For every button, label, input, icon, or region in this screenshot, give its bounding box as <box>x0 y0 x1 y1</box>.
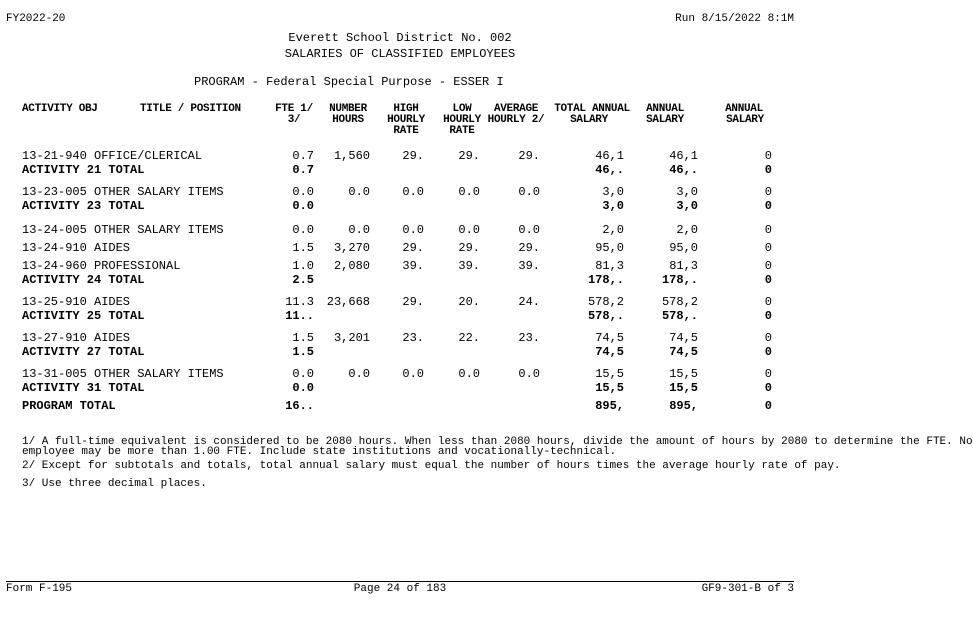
cell-low: 29. <box>458 241 480 255</box>
cell-total: 895, <box>595 399 624 413</box>
fiscal-year: FY2022-20 <box>6 13 66 25</box>
cell-avg: 23. <box>518 331 540 345</box>
cell-annual2: 0 <box>764 331 772 345</box>
run-stamp: Run 8/15/2022 8:1M <box>675 13 794 25</box>
cell-annual: 895, <box>669 399 698 413</box>
cell-annual2: 0 <box>764 399 772 413</box>
cell-low: 22. <box>458 331 480 345</box>
cell-fte: 11.3 <box>285 295 314 309</box>
cell-activity: ACTIVITY 25 TOTAL <box>22 309 145 323</box>
footnote-1-line-2: employee may be more than 1.00 FTE. Include state institutions and vocationally-technical. <box>22 446 617 458</box>
cell-total: 46,. <box>595 163 624 177</box>
cell-fte: 2.5 <box>292 273 314 287</box>
cell-total: 3,0 <box>602 185 624 199</box>
page-number: Page 24 of 183 <box>353 583 447 595</box>
cell-title: PROFESSIONAL <box>94 259 181 273</box>
col-high-1: HIGH <box>393 103 419 115</box>
cell-fte: 1.0 <box>292 259 314 273</box>
cell-avg: 29. <box>518 149 540 163</box>
cell-activity: 13-24-005 <box>22 223 87 237</box>
cell-activity: PROGRAM TOTAL <box>22 399 116 413</box>
cell-activity: ACTIVITY 27 TOTAL <box>22 345 145 359</box>
cell-fte: 0.0 <box>292 367 314 381</box>
program-name: PROGRAM - Federal Special Purpose - ESSER I <box>194 75 504 89</box>
footnote-3: 3/ Use three decimal places. <box>22 478 207 490</box>
cell-high: 29. <box>402 149 424 163</box>
form-number: Form F-195 <box>6 583 73 595</box>
cell-annual2: 0 <box>764 309 772 323</box>
cell-avg: 24. <box>518 295 540 309</box>
cell-total: 3,0 <box>602 199 624 213</box>
report-code: GF9-301-B of 3 <box>701 583 794 595</box>
col-total-2: SALARY <box>570 114 608 126</box>
footer-divider <box>6 581 794 582</box>
cell-title: OFFICE/CLERICAL <box>94 149 203 163</box>
cell-title: OTHER SALARY ITEMS <box>94 185 224 199</box>
cell-hours: 0.0 <box>348 185 370 199</box>
cell-fte: 1.5 <box>292 345 314 359</box>
cell-annual: 95,0 <box>669 241 698 255</box>
cell-fte: 0.7 <box>292 163 314 177</box>
cell-title: AIDES <box>94 331 131 345</box>
col-annual-2: SALARY <box>646 114 684 126</box>
cell-high: 29. <box>402 241 424 255</box>
cell-total: 2,0 <box>602 223 624 237</box>
cell-annual: 74,5 <box>669 345 698 359</box>
footnote-1-line-1: 1/ A full-time equivalent is considered to be 2080 hours. When less than 2080 hours, divide the amount of hours by 2080 to determine the FTE. No <box>22 436 973 448</box>
col-activity: ACTIVITY OBJ <box>22 103 98 115</box>
cell-annual: 15,5 <box>669 367 698 381</box>
cell-annual2: 0 <box>764 367 772 381</box>
cell-activity: 13-23-005 <box>22 185 87 199</box>
cell-hours: 23,668 <box>326 295 370 309</box>
cell-total: 74,5 <box>595 331 624 345</box>
cell-total: 178,. <box>587 273 624 287</box>
cell-high: 0.0 <box>402 223 424 237</box>
cell-annual: 3,0 <box>676 199 698 213</box>
cell-activity: 13-27-910 <box>22 331 87 345</box>
cell-activity: 13-21-940 <box>22 149 87 163</box>
col-annual2-1: ANNUAL <box>725 103 763 115</box>
cell-title: OTHER SALARY ITEMS <box>94 367 224 381</box>
cell-activity: 13-24-910 <box>22 241 87 255</box>
cell-high: 39. <box>402 259 424 273</box>
cell-fte: 0.0 <box>292 381 314 395</box>
cell-total: 15,5 <box>595 381 624 395</box>
cell-total: 15,5 <box>595 367 624 381</box>
cell-annual: 46,1 <box>669 149 698 163</box>
col-annual2-2: SALARY <box>726 114 764 126</box>
cell-hours: 3,270 <box>333 241 370 255</box>
cell-avg: 29. <box>518 241 540 255</box>
cell-activity: ACTIVITY 24 TOTAL <box>22 273 145 287</box>
cell-annual: 578,2 <box>661 295 698 309</box>
cell-avg: 0.0 <box>518 367 540 381</box>
cell-fte: 0.0 <box>292 185 314 199</box>
cell-fte: 0.0 <box>292 223 314 237</box>
cell-fte: 0.7 <box>292 149 314 163</box>
cell-high: 0.0 <box>402 185 424 199</box>
cell-annual2: 0 <box>764 381 772 395</box>
cell-fte: 1.5 <box>292 331 314 345</box>
cell-total: 81,3 <box>595 259 624 273</box>
cell-activity: 13-25-910 <box>22 295 87 309</box>
cell-annual2: 0 <box>764 149 772 163</box>
cell-annual: 15,5 <box>669 381 698 395</box>
col-low-1: LOW <box>452 103 472 115</box>
cell-annual: 74,5 <box>669 331 698 345</box>
cell-low: 0.0 <box>458 185 480 199</box>
cell-total: 578,2 <box>587 295 624 309</box>
cell-hours: 0.0 <box>348 367 370 381</box>
cell-annual2: 0 <box>764 185 772 199</box>
cell-total: 46,1 <box>595 149 624 163</box>
col-high-3: RATE <box>393 125 419 137</box>
cell-annual: 46,. <box>669 163 698 177</box>
col-number-2: HOURS <box>332 114 364 126</box>
cell-activity: 13-24-960 <box>22 259 87 273</box>
cell-annual2: 0 <box>764 199 772 213</box>
cell-total: 74,5 <box>595 345 624 359</box>
cell-low: 0.0 <box>458 367 480 381</box>
cell-title: AIDES <box>94 295 131 309</box>
cell-annual: 578,. <box>661 309 698 323</box>
cell-fte: 11.. <box>285 309 314 323</box>
cell-activity: ACTIVITY 21 TOTAL <box>22 163 145 177</box>
cell-hours: 3,201 <box>333 331 370 345</box>
cell-total: 578,. <box>587 309 624 323</box>
report-title: SALARIES OF CLASSIFIED EMPLOYEES <box>284 47 516 61</box>
cell-low: 0.0 <box>458 223 480 237</box>
cell-annual: 178,. <box>661 273 698 287</box>
col-total-1: TOTAL ANNUAL <box>554 103 630 115</box>
col-title: TITLE / POSITION <box>140 103 241 115</box>
cell-fte: 0.0 <box>292 199 314 213</box>
col-fte-2: 3/ <box>287 114 301 126</box>
cell-title: AIDES <box>94 241 131 255</box>
cell-activity: ACTIVITY 31 TOTAL <box>22 381 145 395</box>
cell-avg: 0.0 <box>518 185 540 199</box>
cell-high: 23. <box>402 331 424 345</box>
col-avg-1: AVERAGE <box>493 103 539 115</box>
cell-activity: 13-31-005 <box>22 367 87 381</box>
cell-low: 39. <box>458 259 480 273</box>
col-low-2: HOURLY <box>443 114 481 126</box>
col-high-2: HOURLY <box>387 114 425 126</box>
cell-total: 95,0 <box>595 241 624 255</box>
footnote-2: 2/ Except for subtotals and totals, total annual salary must equal the number of hours times the average hourly rate of pay. <box>22 460 841 472</box>
cell-annual: 2,0 <box>676 223 698 237</box>
cell-fte: 1.5 <box>292 241 314 255</box>
cell-fte: 16.. <box>285 399 314 413</box>
cell-annual2: 0 <box>764 223 772 237</box>
col-annual-1: ANNUAL <box>646 103 684 115</box>
cell-high: 29. <box>402 295 424 309</box>
cell-annual2: 0 <box>764 345 772 359</box>
cell-annual2: 0 <box>764 259 772 273</box>
cell-low: 20. <box>458 295 480 309</box>
cell-annual2: 0 <box>764 241 772 255</box>
cell-activity: ACTIVITY 23 TOTAL <box>22 199 145 213</box>
cell-annual: 3,0 <box>676 185 698 199</box>
cell-annual2: 0 <box>764 295 772 309</box>
cell-low: 29. <box>458 149 480 163</box>
cell-title: OTHER SALARY ITEMS <box>94 223 224 237</box>
cell-hours: 2,080 <box>333 259 370 273</box>
cell-hours: 0.0 <box>348 223 370 237</box>
col-number-1: NUMBER <box>329 103 367 115</box>
col-avg-2: HOURLY 2/ <box>487 114 545 126</box>
cell-avg: 0.0 <box>518 223 540 237</box>
col-fte-1: FTE 1/ <box>275 103 313 115</box>
cell-high: 0.0 <box>402 367 424 381</box>
cell-hours: 1,560 <box>333 149 370 163</box>
col-low-3: RATE <box>449 125 475 137</box>
cell-annual2: 0 <box>764 163 772 177</box>
district-name: Everett School District No. 002 <box>288 31 512 45</box>
cell-annual: 81,3 <box>669 259 698 273</box>
cell-avg: 39. <box>518 259 540 273</box>
cell-annual2: 0 <box>764 273 772 287</box>
